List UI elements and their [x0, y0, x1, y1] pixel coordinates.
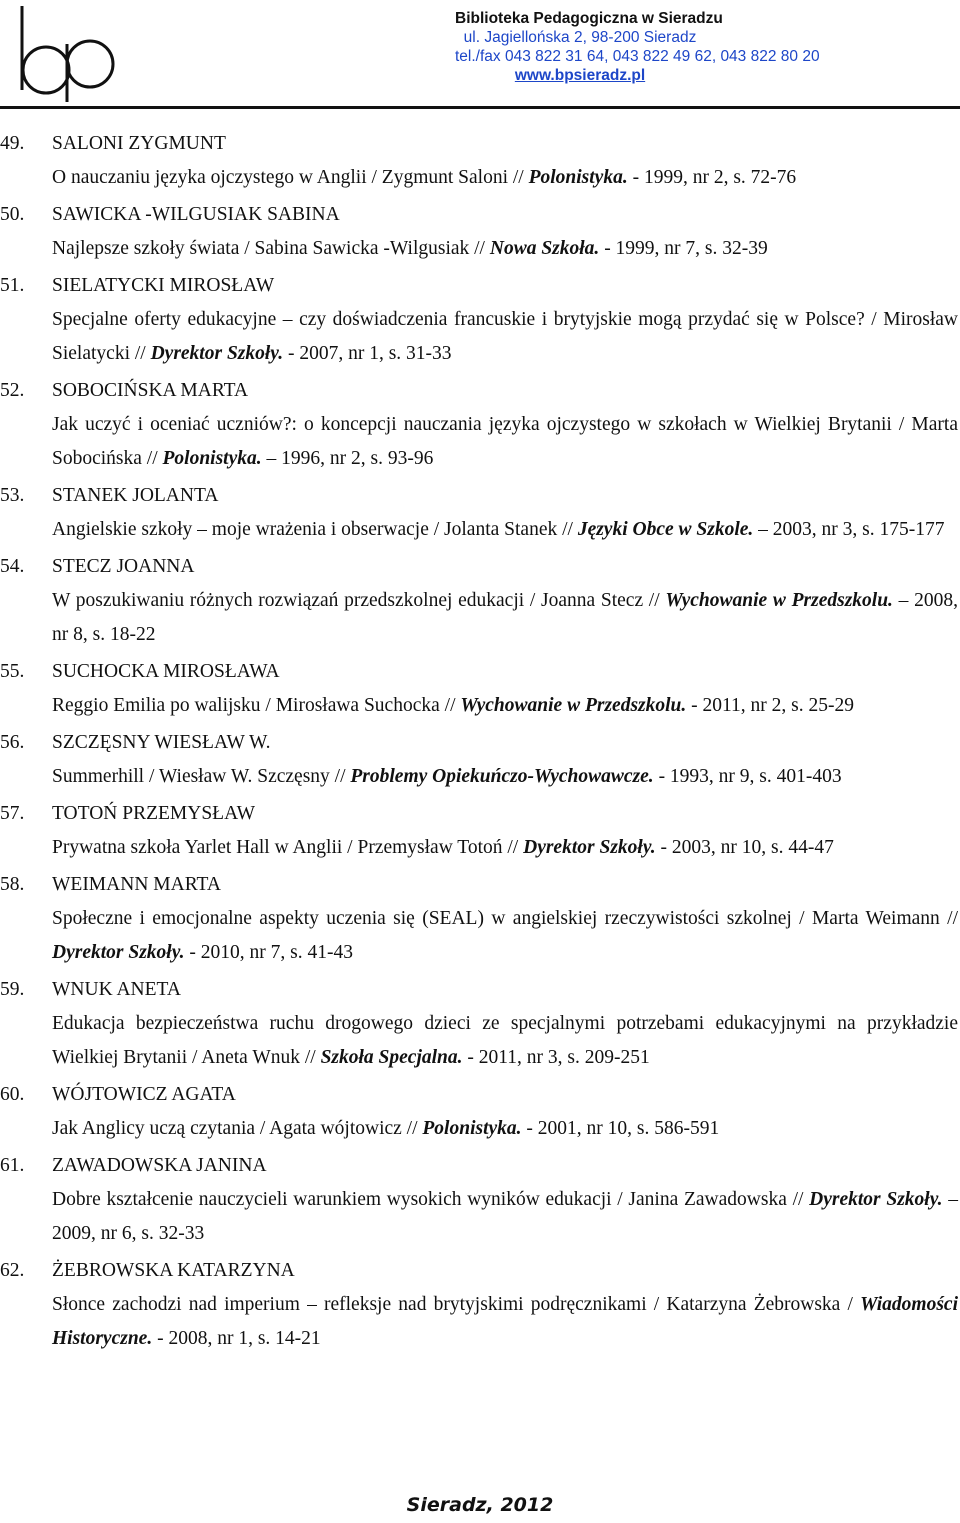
entry-number: 49. [0, 133, 25, 154]
bibliography-entry [0, 198, 960, 266]
entry-title: Prywatna szkoła Yarlet Hall w Anglii / Przemysław Totoń // [52, 837, 524, 858]
entry-details: - 2003, nr 10, s. 44-47 [655, 837, 834, 858]
entry-number: 60. [0, 1084, 25, 1105]
entry-description [52, 1112, 958, 1146]
entry-journal: Polonistyka. [528, 167, 628, 188]
entry-title: Summerhill / Wiesław W. Szczęsny // [52, 766, 351, 787]
entry-journal: Szkoła Specjalna. [320, 1047, 463, 1068]
entry-number: 58. [0, 874, 25, 895]
bibliography-entry [0, 1149, 960, 1251]
entry-description [52, 760, 958, 794]
entry-details: - 2011, nr 2, s. 25-29 [686, 695, 855, 716]
entry-journal: Dyrektor Szkoły. [809, 1189, 943, 1210]
entry-title: Jak Anglicy uczą czytania / Agata wójtowicz // [52, 1118, 423, 1139]
entry-author: SIELATYCKI MIROSŁAW [52, 275, 275, 296]
entry-author: WÓJTOWICZ AGATA [52, 1084, 236, 1105]
bibliography-entry [0, 868, 960, 970]
entry-journal: Polonistyka. [162, 448, 262, 469]
entry-author: TOTOŃ PRZEMYSŁAW [52, 803, 256, 824]
entry-number: 55. [0, 661, 25, 682]
entry-title: Jak uczyć i oceniać uczniów?: o koncepcji nauczania języka ojczystego w szkołach w Wielkiej Brytanii / Marta Sobocińska // [52, 414, 958, 469]
entry-details: – 2008, nr 8, s. 18-22 [52, 590, 958, 645]
entry-description [52, 584, 958, 652]
entry-journal: Nowa Szkoła. [489, 238, 600, 259]
entry-details: - 2008, nr 1, s. 14-21 [152, 1328, 321, 1349]
entry-details: - 1999, nr 2, s. 72-76 [627, 167, 797, 188]
entry-details: - 1993, nr 9, s. 401-403 [653, 766, 842, 787]
bibliography-entry [0, 269, 960, 371]
entry-number: 54. [0, 556, 25, 577]
library-logo-icon [14, 4, 120, 104]
entry-author: ŻEBROWSKA KATARZYNA [52, 1260, 295, 1281]
entry-details: – 2009, nr 6, s. 32-33 [52, 1189, 958, 1244]
entry-journal: Dyrektor Szkoły. [150, 343, 284, 364]
entry-number: 59. [0, 979, 25, 1000]
bibliography-entry [0, 973, 960, 1075]
entry-journal: Dyrektor Szkoły. [52, 942, 185, 963]
entry-number: 56. [0, 732, 25, 753]
entry-journal: Wychowanie w Przedszkolu. [460, 695, 687, 716]
bibliography-entry [0, 1078, 960, 1146]
bibliography-entry [0, 127, 960, 195]
entry-journal: Dyrektor Szkoły. [523, 837, 656, 858]
entry-journal: Polonistyka. [422, 1118, 522, 1139]
library-website-link[interactable]: www.bpsieradz.pl [514, 67, 646, 84]
library-header [455, 9, 820, 85]
bibliography-entry [0, 1254, 960, 1356]
entry-description [52, 303, 958, 371]
entry-details: - 2011, nr 3, s. 209-251 [462, 1047, 650, 1068]
entry-journal: Wychowanie w Przedszkolu. [665, 590, 893, 611]
entry-title: O nauczaniu języka ojczystego w Anglii / Zygmunt Saloni // [52, 167, 529, 188]
entry-author: SUCHOCKA MIROSŁAWA [52, 661, 280, 682]
entry-number: 52. [0, 380, 25, 401]
entry-details: - 2001, nr 10, s. 586-591 [521, 1118, 720, 1139]
entry-title: Angielskie szkoły – moje wrażenia i obserwacje / Jolanta Stanek // [52, 519, 578, 540]
entry-author: ZAWADOWSKA JANINA [52, 1155, 267, 1176]
entry-author: SZCZĘSNY WIESŁAW W. [52, 732, 271, 753]
entry-description [52, 161, 958, 195]
entry-number: 51. [0, 275, 25, 296]
entry-number: 50. [0, 204, 25, 225]
entry-description [52, 408, 958, 476]
header-divider [0, 106, 960, 109]
entry-title: Specjalne oferty edukacyjne – czy doświadczenia francuskie i brytyjskie mogą przydać się w Polsce? / Mirosław Sielatycki // [52, 309, 958, 364]
entry-number: 62. [0, 1260, 25, 1281]
entry-journal: Języki Obce w Szkole. [577, 519, 754, 540]
entry-author: SALONI ZYGMUNT [52, 133, 226, 154]
entry-description [52, 1007, 958, 1075]
entry-journal: Wiadomości Historyczne. [52, 1294, 958, 1349]
entry-title: Najlepsze szkoły świata / Sabina Sawicka -Wilgusiak // [52, 238, 490, 259]
entry-title: Słonce zachodzi nad imperium – refleksje nad brytyjskimi podręcznikami / Katarzyna Żebrowska / [52, 1294, 861, 1315]
entry-description [52, 1288, 958, 1356]
entry-title: Społeczne i emocjonalne aspekty uczenia się (SEAL) w angielskiej rzeczywistości szkolnej / Marta Weimann // [52, 908, 958, 929]
entry-author: SAWICKA -WILGUSIAK SABINA [52, 204, 340, 225]
bibliography-entry [0, 655, 960, 723]
bibliography-entry [0, 550, 960, 652]
entry-description [52, 513, 958, 547]
entry-details: - 2010, nr 7, s. 41-43 [184, 942, 353, 963]
entry-title: Reggio Emilia po walijsku / Mirosława Suchocka // [52, 695, 461, 716]
entry-number: 53. [0, 485, 25, 506]
entry-author: WEIMANN MARTA [52, 874, 221, 895]
entry-description [52, 232, 958, 266]
entry-number: 57. [0, 803, 25, 824]
entry-title: Edukacja bezpieczeństwa ruchu drogowego dzieci ze specjalnymi potrzebami edukacyjnymi na przykładzie Wielkiej Brytanii / Aneta Wnuk // [52, 1013, 958, 1068]
bibliography-entry [0, 726, 960, 794]
library-phones: tel./fax 043 822 31 64, 043 822 49 62, 043 822 80 20 [455, 48, 820, 65]
entry-details: – 1996, nr 2, s. 93-96 [261, 448, 434, 469]
footer-place-date: Sieradz, 2012 [406, 1494, 554, 1516]
entry-description [52, 831, 958, 865]
entry-number: 61. [0, 1155, 25, 1176]
bibliography-entry [0, 479, 960, 547]
bibliography-entry [0, 797, 960, 865]
entry-author: SOBOCIŃSKA MARTA [52, 380, 249, 401]
entry-author: WNUK ANETA [52, 979, 181, 1000]
entry-details: - 1999, nr 7, s. 32-39 [599, 238, 768, 259]
entry-details: - 2007, nr 1, s. 31-33 [283, 343, 452, 364]
bibliography-list [0, 127, 960, 1359]
entry-title: Dobre kształcenie nauczycieli warunkiem wysokich wyników edukacji / Janina Zawadowska // [52, 1189, 810, 1210]
entry-journal: Problemy Opiekuńczo-Wychowawcze. [350, 766, 654, 787]
entry-title: W poszukiwaniu różnych rozwiązań przedszkolnej edukacji / Joanna Stecz // [52, 590, 666, 611]
library-name: Biblioteka Pedagogiczna w Sieradzu [455, 10, 723, 27]
bibliography-entry [0, 374, 960, 476]
entry-details: – 2003, nr 3, s. 175-177 [753, 519, 945, 540]
entry-description [52, 1183, 958, 1251]
entry-description [52, 902, 958, 970]
library-address: ul. Jagiellońska 2, 98-200 Sieradz [463, 29, 697, 46]
entry-description [52, 689, 958, 723]
entry-author: STANEK JOLANTA [52, 485, 219, 506]
entry-author: STECZ JOANNA [52, 556, 195, 577]
